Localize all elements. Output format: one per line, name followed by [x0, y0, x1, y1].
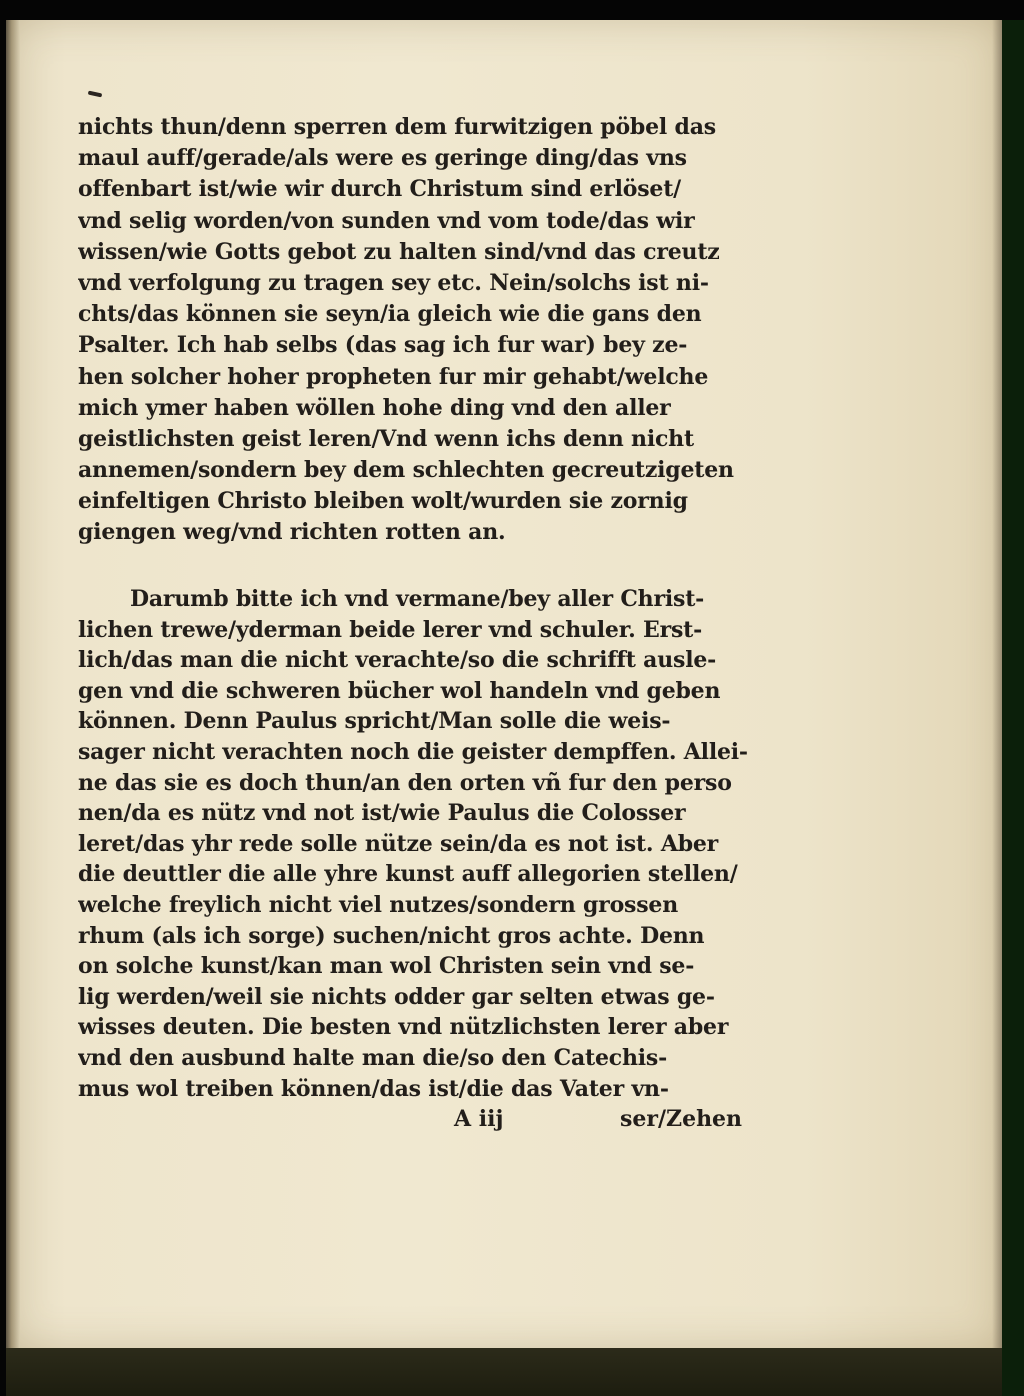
paragraph-2	[78, 584, 778, 1104]
page-edge-shadow	[992, 20, 1002, 1348]
text-line: hen solcher hoher propheten fur mir gehabt/welche	[78, 363, 709, 390]
text-line: welche freylich nicht viel nutzes/sondern grossen	[78, 891, 679, 918]
page-footer	[78, 1106, 778, 1138]
text-line: vnd selig worden/von sunden vnd vom tode/das wir	[78, 207, 695, 234]
scan-bottom-edge	[6, 1348, 1002, 1396]
text-line: wissen/wie Gotts gebot zu halten sind/vnd das creutz	[78, 238, 720, 265]
scan-right-edge	[1002, 20, 1024, 1396]
text-line: maul auff/gerade/als were es geringe ding/das vns	[78, 145, 687, 172]
text-line: annemen/sondern bey dem schlechten gecreutzigeten	[78, 457, 734, 484]
text-line: leret/das yhr rede solle nütze sein/da es not ist. Aber	[78, 830, 719, 857]
text-line: vnd verfolgung zu tragen sey etc. Nein/solchs ist ni-	[78, 269, 709, 296]
text-line: ne das sie es doch thun/an den orten vñ fur den perso	[78, 769, 732, 796]
text-line: die deuttler die alle yhre kunst auff allegorien stellen/	[78, 861, 738, 888]
text-line: giengen weg/vnd richten rotten an.	[78, 519, 506, 546]
text-line: sager nicht verachten noch die geister dempffen. Allei-	[78, 738, 748, 765]
text-line: gen vnd die schweren bücher wol handeln vnd geben	[78, 677, 721, 704]
signature-mark: A iij	[454, 1106, 504, 1132]
text-line: Darumb bitte ich vnd vermane/bey aller Christ-	[130, 586, 705, 612]
text-line: rhum (als ich sorge) suchen/nicht gros achte. Denn	[78, 922, 705, 949]
text-line: geistlichsten geist leren/Vnd wenn ichs denn nicht	[78, 425, 694, 452]
text-line: Psalter. Ich hab selbs (das sag ich fur war) bey ze-	[78, 332, 688, 359]
text-line: lich/das man die nicht verachte/so die schrifft ausle-	[78, 647, 717, 674]
text-line: vnd den ausbund halte man die/so den Catechis-	[78, 1044, 668, 1071]
text-line: mich ymer haben wöllen hohe ding vnd den aller	[78, 394, 671, 421]
text-line: nichts thun/denn sperren dem furwitzigen pöbel das	[78, 114, 716, 140]
text-line: können. Denn Paulus spricht/Man solle die weis-	[78, 708, 671, 735]
text-line: chts/das können sie seyn/ia gleich wie die gans den	[78, 301, 702, 328]
text-line: einfeltigen Christo bleiben wolt/wurden sie zornig	[78, 488, 688, 515]
text-line: lichen trewe/yderman beide lerer vnd schuler. Erst-	[78, 616, 703, 643]
paragraph-1	[78, 112, 778, 549]
binding-fold	[6, 20, 20, 1348]
text-line: on solche kunst/kan man wol Christen sein vnd se-	[78, 953, 695, 980]
text-line: mus wol treiben können/das ist/die das Vater vn-	[78, 1075, 669, 1102]
text-line: lig werden/weil sie nichts odder gar selten etwas ge-	[78, 983, 715, 1010]
text-line: wisses deuten. Die besten vnd nützlichsten lerer aber	[78, 1014, 729, 1041]
text-line: offenbart ist/wie wir durch Christum sind erlöset/	[78, 176, 682, 203]
catchword: ser/Zehen	[620, 1106, 743, 1132]
text-line: nen/da es nütz vnd not ist/wie Paulus die Colosser	[78, 800, 686, 827]
